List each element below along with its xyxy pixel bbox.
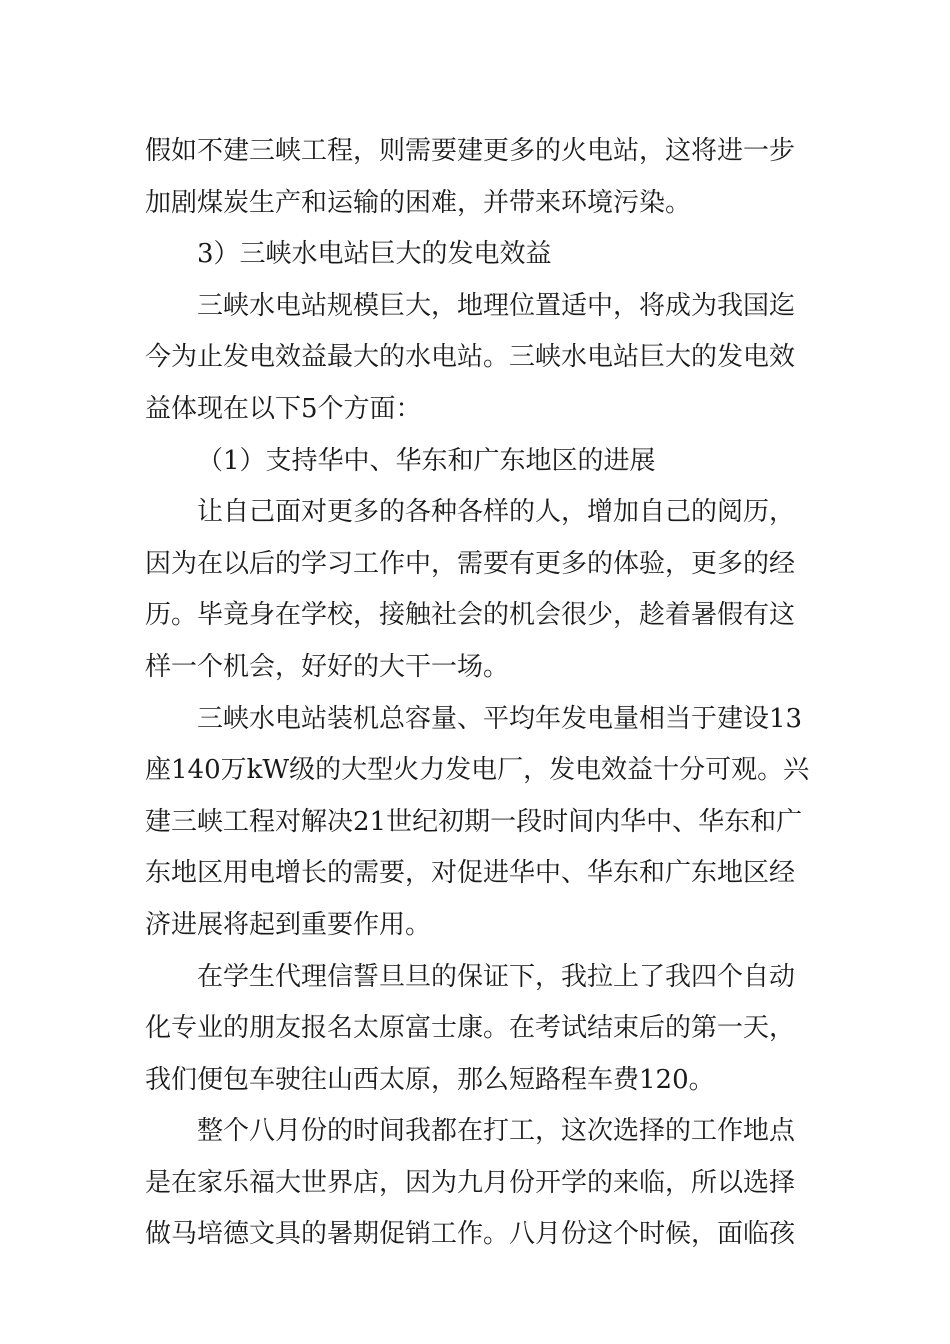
subsection-heading: （1）支持华中、华东和广东地区的进展 — [197, 445, 656, 476]
document-body — [145, 126, 810, 1261]
paragraph-line: 益体现在以下5个方面： — [145, 393, 422, 424]
paragraph-line: 座140万kW级的大型火力发电厂，发电效益十分可观。兴 — [145, 755, 810, 786]
paragraph-line: 做马培德文具的暑期促销工作。八月份这个时候，面临孩 — [145, 1219, 796, 1250]
paragraph-line: 整个八月份的时间我都在打工，这次选择的工作地点 — [197, 1116, 796, 1147]
paragraph-line: 假如不建三峡工程，则需要建更多的火电站，这将进一步 — [145, 136, 796, 166]
paragraph-line: 三峡水电站规模巨大，地理位置适中，将成为我国迄 — [197, 290, 796, 321]
paragraph-line: 历。毕竟身在学校，接触社会的机会很少，趁着暑假有这 — [145, 600, 796, 631]
section-heading: 3）三峡水电站巨大的发电效益 — [197, 239, 552, 270]
paragraph-line: 化专业的朋友报名太原富士康。在考试结束后的第一天， — [145, 1013, 796, 1044]
paragraph-line: 建三峡工程对解决21世纪初期一段时间内华中、华东和广 — [145, 806, 803, 837]
paragraph-line: 三峡水电站装机总容量、平均年发电量相当于建设13 — [197, 703, 803, 734]
paragraph-line: 东地区用电增长的需要，对促进华中、华东和广东地区经 — [145, 858, 796, 889]
paragraph-line: 今为止发电效益最大的水电站。三峡水电站巨大的发电效 — [145, 342, 796, 373]
paragraph-line: 是在家乐福大世界店，因为九月份开学的来临，所以选择 — [145, 1167, 796, 1198]
paragraph-line: 我们便包车驶往山西太原，那么短路程车费120。 — [145, 1064, 715, 1095]
paragraph-line: 加剧煤炭生产和运输的困难，并带来环境污染。 — [145, 187, 692, 218]
paragraph-line: 样一个机会，好好的大干一场。 — [145, 651, 510, 682]
paragraph-line: 在学生代理信誓旦旦的保证下，我拉上了我四个自动 — [197, 961, 796, 992]
paragraph-line: 济进展将起到重要作用。 — [145, 909, 432, 940]
paragraph-line: 让自己面对更多的各种各样的人，增加自己的阅历， — [197, 497, 796, 528]
paragraph-line: 因为在以后的学习工作中，需要有更多的体验，更多的经 — [145, 548, 796, 579]
